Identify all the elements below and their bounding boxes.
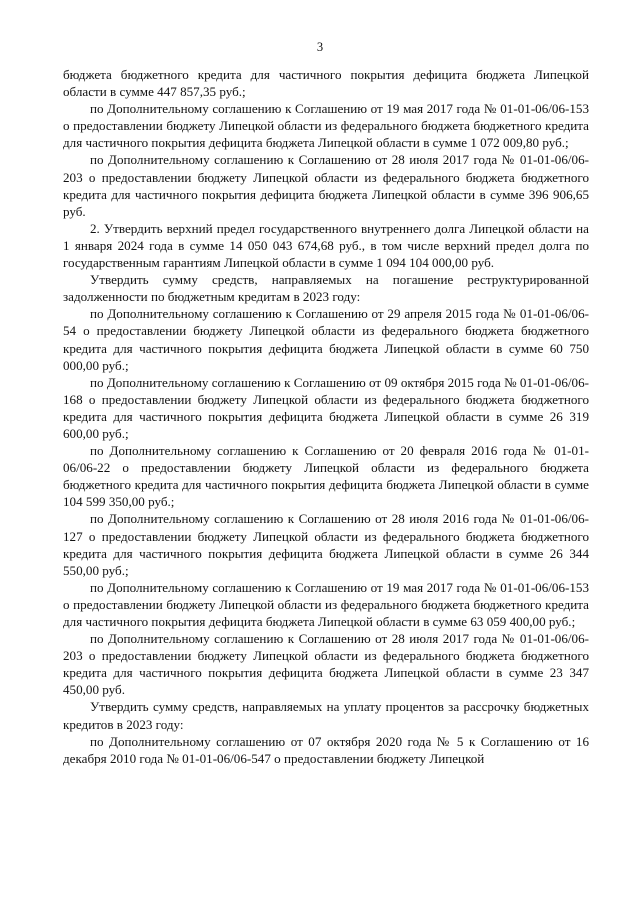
paragraph-agreement-2016-07-28: по Дополнительному соглашению к Соглашению от 28 июля 2016 года № 01-01-06/06-127 о предоставлении бюджету Липецкой области из федерального бюджета бюджетного кредита для частичного покрытия дефицита бюджета Липецкой области в сумме 26 344 550,00 руб.;: [63, 511, 589, 578]
paragraph-agreement-2016-02-20: по Дополнительному соглашению к Соглашению от 20 февраля 2016 года № 01-01-06/06-22 о предоставлении бюджету Липецкой области из федерального бюджета бюджетного кредита для частичного покрытия дефицита бюджета Липецкой области в сумме 104 599 350,00 руб.;: [63, 443, 589, 510]
paragraph-agreement-2017-07-28: по Дополнительному соглашению к Соглашению от 28 июля 2017 года № 01-01-06/06-203 о предоставлении бюджету Липецкой области из федерального бюджета бюджетного кредита для частичного покрытия дефицита бюджета Липецкой области в сумме 23 347 450,00 руб.: [63, 631, 589, 698]
paragraph-repayment-heading: Утвердить сумму средств, направляемых на погашение реструктурированной задолженности по бюджетным кредитам в 2023 году:: [63, 272, 589, 305]
paragraph-agreement-2017-05-19: по Дополнительному соглашению к Соглашению от 19 мая 2017 года № 01-01-06/06-153 о предоставлении бюджету Липецкой области из федерального бюджета бюджетного кредита для частичного покрытия дефицита бюджета Липецкой области в сумме 63 059 400,00 руб.;: [63, 579, 589, 629]
paragraph-debt-upper-limit: 2. Утвердить верхний предел государственного внутреннего долга Липецкой области на 1 января 2024 года в сумме 14 050 043 674,68 руб., в том числе верхний предел долга по государственным гарантиям Липецкой области в сумме 1 094 104 000,00 руб.: [63, 220, 589, 271]
page-number: 3: [316, 40, 324, 54]
paragraph-agreement-2020-10-07: по Дополнительному соглашению от 07 октября 2020 года № 5 к Соглашению от 16 декабря 2010 года № 01-01-06/06-547 о предоставлении бюджету Липецкой: [63, 733, 589, 766]
paragraph-interest-heading: Утвердить сумму средств, направляемых на уплату процентов за рассрочку бюджетных кредитов в 2023 году:: [63, 699, 589, 732]
paragraph-agreement-2017-07-28-remainder: по Дополнительному соглашению к Соглашению от 28 июля 2017 года № 01-01-06/06-203 о предоставлении бюджету Липецкой области из федерального бюджета бюджетного кредита для частичного покрытия дефицита бюджета Липецкой области в сумме 396 906,65 руб.: [63, 152, 589, 219]
paragraph-agreement-2017-05-19-remainder: по Дополнительному соглашению к Соглашению от 19 мая 2017 года № 01-01-06/06-153 о предоставлении бюджету Липецкой области из федерального бюджета бюджетного кредита для частичного покрытия дефицита бюджета Липецкой области в сумме 1 072 009,80 руб.;: [63, 101, 589, 151]
paragraph-continuation: бюджета бюджетного кредита для частичного покрытия дефицита бюджета Липецкой области в сумме 447 857,35 руб.;: [63, 67, 589, 100]
document-body: [63, 66, 589, 767]
paragraph-agreement-2015-04-29: по Дополнительному соглашению к Соглашению от 29 апреля 2015 года № 01-01-06/06-54 о предоставлении бюджету Липецкой области из федерального бюджета бюджетного кредита для частичного покрытия дефицита бюджета Липецкой области в сумме 60 750 000,00 руб.;: [63, 306, 589, 373]
paragraph-agreement-2015-10-09: по Дополнительному соглашению к Соглашению от 09 октября 2015 года № 01-01-06/06-168 о предоставлении бюджету Липецкой области из федерального бюджета бюджетного кредита для частичного покрытия дефицита бюджета Липецкой области в сумме 26 319 600,00 руб.;: [63, 374, 589, 441]
